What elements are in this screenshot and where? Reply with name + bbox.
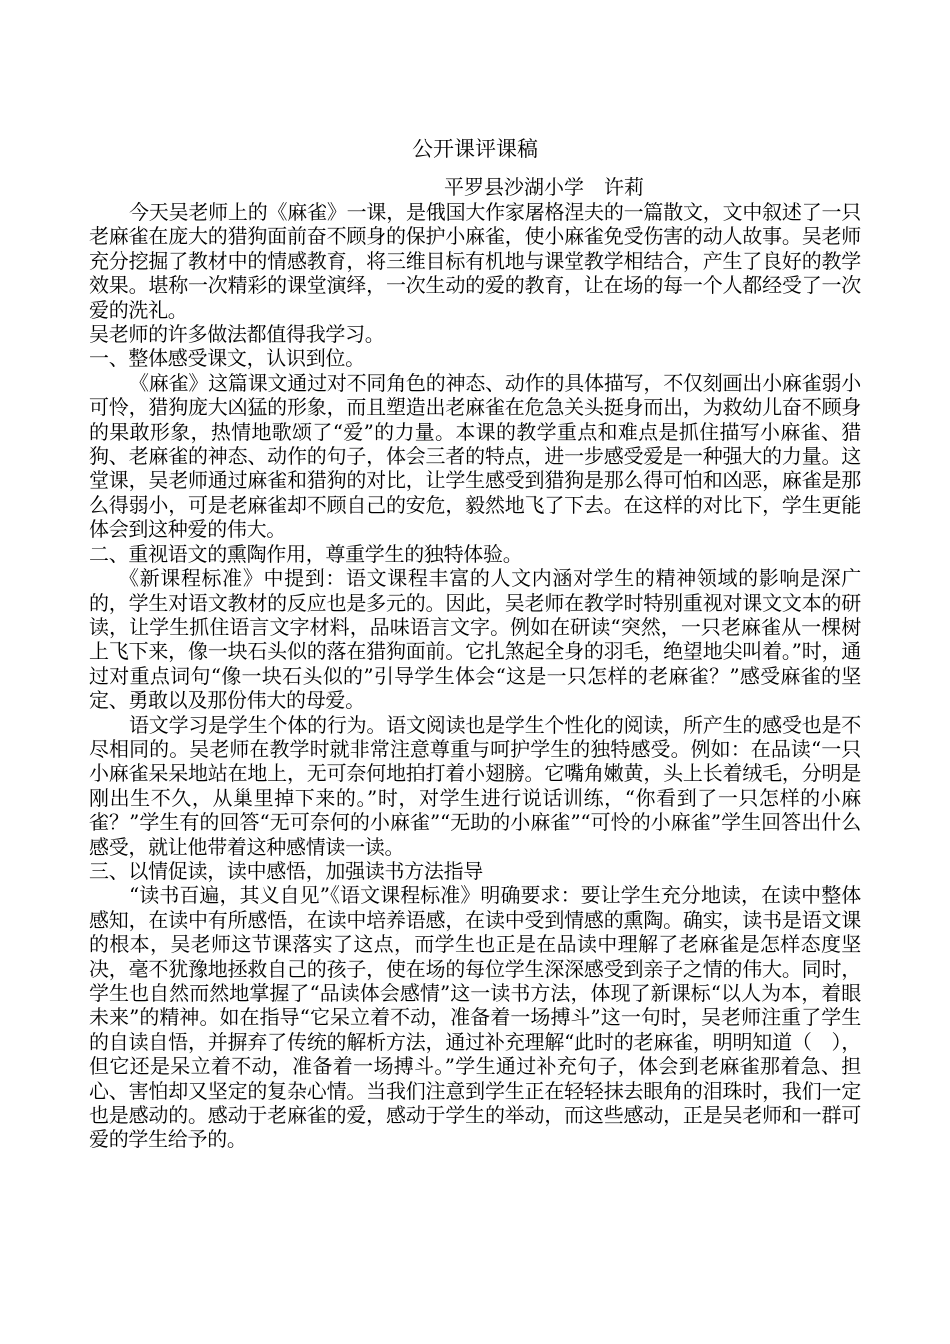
paragraph-transition: 吴老师的许多做法都值得我学习。	[89, 322, 385, 347]
section-heading-2: 二、重视语文的熏陶作用，尊重学生的独特体验。	[89, 541, 523, 566]
paragraph-intro: 今天吴老师上的《麻雀》一课，是俄国大作家屠格涅夫的一篇散文，文中叙述了一只老麻雀在庞大的猎狗面前奋不顾身的保护小麻雀，使小麻雀免受伤害的动人故事。吴老师充分挖掘了教材中的情感教育，将三维目标有机地与课堂教学相结合，产生了良好的教学效果。堪称一次精彩的课堂演绎，一次生动的爱的教育，让在场的每一个人都经受了一次爱的洗礼。	[89, 200, 861, 322]
document-author: 平罗县沙湖小学 许莉	[444, 175, 644, 199]
section-heading-3: 三、以情促读，读中感悟，加强读书方法指导	[89, 858, 483, 883]
paragraph-section-1: 《麻雀》这篇课文通过对不同角色的神态、动作的具体描写，不仅刻画出小麻雀弱小可怜，猎狗庞大凶猛的形象，而且塑造出老麻雀在危急关头挺身而出，为救幼儿奋不顾身的果敢形象，热情地歌颂了“爱”的力量。本课的教学重点和难点是抓住描写小麻雀、猎狗、老麻雀的神态、动作的句子，体会三者的特点，进一步感受爱是一种强大的力量。这堂课，吴老师通过麻雀和猎狗的对比，让学生感受到猎狗是那么得可怕和凶恶，麻雀是那么得弱小，可是老麻雀却不顾自己的安危，毅然地飞了下去。在这样的对比下，学生更能体会到这种爱的伟大。	[89, 370, 861, 542]
paragraph-section-2b: 语文学习是学生个体的行为。语文阅读也是学生个性化的阅读，所产生的感受也是不尽相同的。吴老师在教学时就非常注意尊重与呵护学生的独特感受。例如：在品读“一只小麻雀呆呆地站在地上，无可奈何地拍打着小翅膀。它嘴角嫩黄，头上长着绒毛，分明是刚出生不久，从巢里掉下来的。”时，对学生进行说话训练，“你看到了一只怎样的小麻雀？”学生有的回答“无可奈何的小麻雀”“无助的小麻雀”“可怜的小麻雀”学生回答出什么感受，就让他带着这种感情读一读。	[89, 712, 861, 859]
paragraph-section-2a: 《新课程标准》中提到：语文课程丰富的人文内涵对学生的精神领域的影响是深广的，学生对语文教材的反应也是多元的。因此，吴老师在教学时特别重视对课文文本的研读，让学生抓住语言文字材料，品味语言文字。例如在研读“突然，一只老麻雀从一棵树上飞下来，像一块石头似的落在猎狗面前。它扎煞起全身的羽毛，绝望地尖叫着。”时，通过对重点词句“像一块石头似的”引导学生体会“这是一只怎样的老麻雀？”感受麻雀的坚定、勇敢以及那份伟大的母爱。	[89, 566, 861, 713]
document-title: 公开课评课稿	[412, 137, 538, 161]
section-heading-1: 一、整体感受课文，认识到位。	[89, 346, 365, 371]
document-page	[89, 134, 861, 1152]
paragraph-section-3: “读书百遍，其义自见”《语文课程标准》明确要求：要让学生充分地读，在读中整体感知，在读中有所感悟，在读中培养语感，在读中受到情感的熏陶。确实，读书是语文课的根本，吴老师这节课落实了这点，而学生也正是在品读中理解了老麻雀是怎样态度坚决，毫不犹豫地拯救自己的孩子，使在场的每位学生深深感受到亲子之情的伟大。同时，学生也自然而然地掌握了“品读体会感情”这一读书方法，体现了新课标“以人为本，着眼未来”的精神。如在指导“它呆立着不动，准备着一场搏斗”这一句时，吴老师注重了学生的自读自悟，并摒弃了传统的解析方法，通过补充理解“此时的老麻雀，明明知道（ ），但它还是呆立着不动，准备着一场搏斗。”学生通过补充句子，体会到老麻雀那着急、担心、害怕却又坚定的复杂心情。当我们注意到学生正在轻轻抹去眼角的泪珠时，我们一定也是感动的。感动于老麻雀的爱，感动于学生的举动，而这些感动，正是吴老师和一群可爱的学生给予的。	[89, 883, 861, 1152]
